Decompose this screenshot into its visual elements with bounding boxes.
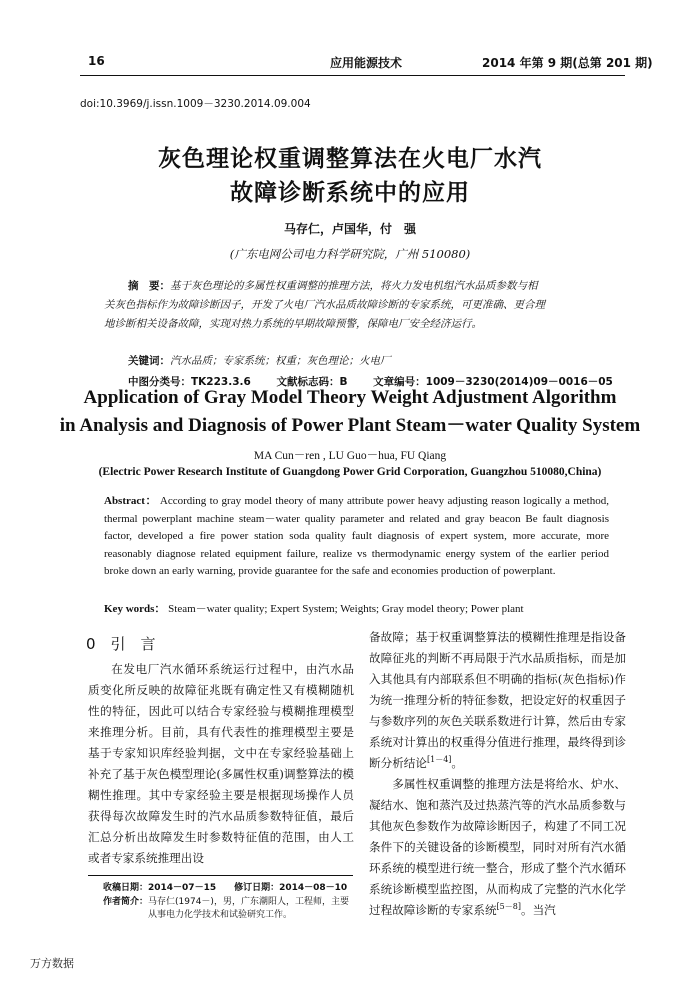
clc-number: 中图分类号：TK223.3.6: [128, 376, 251, 388]
issue-info: 2014 年第 9 期(总第 201 期): [482, 56, 653, 70]
title-en-line1: Application of Gray Model Theory Weight Adjustment Algorithm: [83, 387, 617, 408]
keywords-en-text: Steam－water quality; Expert System; Weights; Gray model theory; Power plant: [168, 603, 524, 615]
abstract-en: [104, 493, 609, 581]
right-p2-end: 。当汽: [520, 903, 556, 917]
abstract-cn-label: 摘 要：: [128, 280, 170, 292]
doi: doi:10.3969/j.issn.1009－3230.2014.09.004: [80, 98, 311, 110]
doc-code: 文献标志码：B: [276, 376, 348, 388]
abstract-cn-line1: [104, 277, 609, 296]
right-p1-end: 。: [451, 756, 464, 770]
abstract-en-label: Abstract：: [104, 495, 158, 507]
watermark-text: 万方数据: [30, 957, 74, 970]
page-number: 16: [88, 54, 105, 68]
abstract-cn-text-1: 基于灰色理论的多属性权重调整的推理方法，将火力发电机组汽水品质参数与相: [170, 280, 538, 292]
footnote-rule: [88, 875, 353, 876]
right-paragraph-1: [369, 627, 626, 774]
right-column: [369, 627, 626, 921]
authors-cn: 马存仁，卢国华，付 强: [283, 222, 416, 236]
section-heading-intro: 0 引 言: [86, 635, 156, 653]
keywords-cn: [128, 353, 391, 368]
header-rule: [80, 75, 625, 76]
authors-en: MA Cun－ren , LU Guo－hua, FU Qiang: [253, 450, 447, 462]
article-number: 文章编号：1009－3230(2014)09－0016－05: [373, 376, 613, 388]
keywords-cn-label: 关键词：: [128, 355, 170, 367]
right-p2-text: 多属性权重调整的推理方法是将给水、炉水、凝结水、饱和蒸汽及过热蒸汽等的汽水品质参数与其他灰色参数作为故障诊断因子，构建了不同工况条件下的关键设备的诊断模型，同时对所有汽水循环系统的模型进行统一整合，形成了整个汽水循环系统诊断模型监控图，从而构成了完整的汽水化学过程故障诊断的专家系统: [369, 777, 626, 917]
abstract-en-text: According to gray model theory of many attribute power heavy adjusting reason logically a method, thermal powerplant machine steam－water quality parameter and related and gray beacon Be fault diagnosis factor, developed a fire power station soda quality fault diagnosis of expert system, more accurate, more reasonably diagnose related equipment failure, realize vs thermodynamic energy system of the earlier period broke down an early warning, provide guarantee for the safe and economies production of powerplant.: [104, 495, 609, 578]
abstract-cn-line3: 地诊断相关设备故障，实现对热力系统的早期故障预警，保障电厂安全经济运行。: [104, 318, 482, 330]
intro-paragraph: 在发电厂汽水循环系统运行过程中，由汽水品质变化所反映的故障征兆既有确定性又有模糊随机性的特征，因此可以结合专家经验与模糊推理模型来推理分析。目前，具有代表性的推理模型主要是基于专家知识库经验判据，文中在专家经验基础上补充了基于灰色模型理论(多属性权重)调整算法的模糊性推理。其中专家经验主要是根据现场操作人员获得每次故障发生时的汽水品质参数特征值，最后汇总分析出故障发生时参数特征值的范围，由人工或者专家系统推理出设: [88, 662, 354, 865]
left-column: [88, 659, 354, 869]
footnote-author: [103, 896, 358, 922]
affiliation-cn: (广东电网公司电力科学研究院，广州 510080): [229, 247, 471, 261]
keywords-cn-text: 汽水品质；专家系统；权重；灰色理论；火电厂: [170, 355, 391, 367]
affiliation-en: (Electric Power Research Institute of Guangdong Power Grid Corporation, Guangzhou 510080,China): [98, 466, 602, 478]
right-p1-text: 备故障；基于权重调整算法的模糊性推理是指设备故障征兆的判断不再局限于汽水品质指标，而是加入其他具有内部联系但不明确的指标(灰色指标)作为统一推理分析的特征参数，把设定好的权重因子与参数序列的灰色关联系数进行计算，然后由专家系统对计算出的权重得分值进行推理，最终得到诊断分析结论: [369, 630, 626, 770]
citation-1-4: [1－4]: [426, 755, 452, 765]
footnote-dates: 收稿日期：2014－07－15 修订日期：2014－08－10: [103, 883, 348, 893]
journal-name: 应用能源技术: [330, 56, 403, 70]
title-cn-line2: 故障诊断系统中的应用: [230, 180, 470, 206]
footnote-author-line1: 马存仁(1974－)，男，广东潮阳人，工程师，主要: [148, 897, 349, 907]
abstract-cn: [104, 277, 609, 334]
right-paragraph-2: [369, 774, 626, 921]
citation-5-8: [5－8]: [496, 902, 521, 912]
title-en-line2: in Analysis and Diagnosis of Power Plant Steam－water Quality System: [59, 415, 641, 436]
footnote-author-label: 作者简介：: [103, 897, 149, 907]
keywords-en-label: Key words：: [104, 603, 166, 615]
abstract-cn-line2: 关灰色指标作为故障诊断因子，开发了火电厂汽水品质故障诊断的专家系统，可更准确、更合理: [104, 299, 545, 311]
title-cn-line1: 灰色理论权重调整算法在火电厂水汽: [158, 146, 542, 172]
footnote-author-line2: 从事电力化学技术和试验研究工作。: [148, 910, 293, 920]
keywords-en: [104, 600, 524, 616]
